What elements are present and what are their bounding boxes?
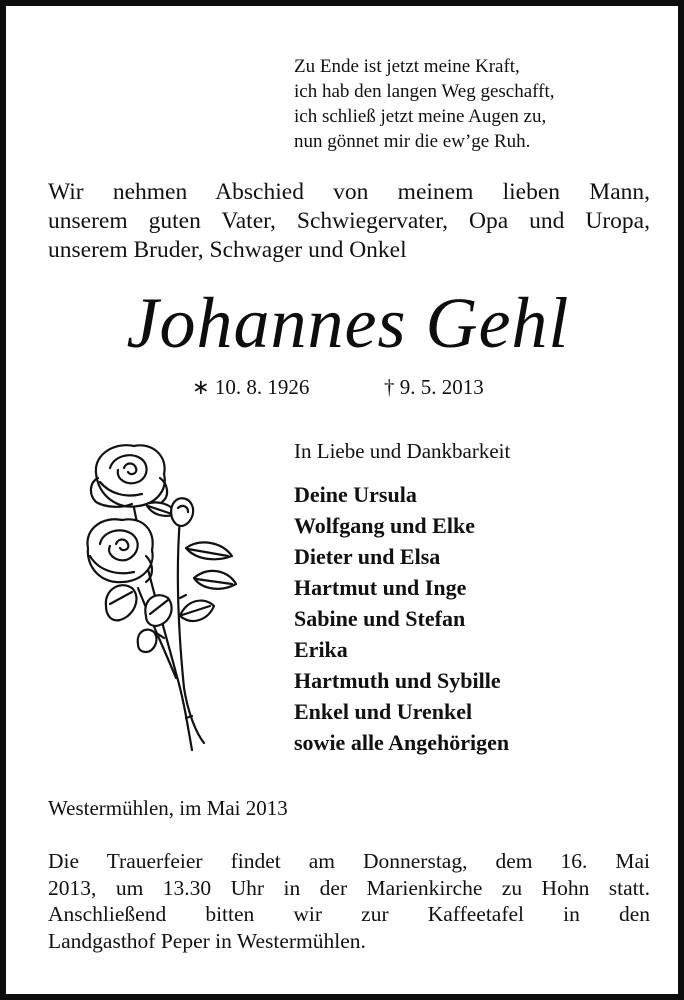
death-date: † 9. 5. 2013 xyxy=(384,375,484,399)
list-item: Erika xyxy=(294,637,348,662)
place-date: Westermühlen, im Mai 2013 xyxy=(48,796,288,820)
list-item: Hartmuth und Sybille xyxy=(294,668,501,693)
farewell-intro xyxy=(48,178,650,265)
list-item: Sabine und Stefan xyxy=(294,606,466,631)
poem-line: ich hab den langen Weg geschafft, xyxy=(294,81,555,102)
funeral-line: Die Trauerfeier findet am Donnerstag, dem 16. Mai xyxy=(48,849,650,873)
list-item: Hartmut und Inge xyxy=(294,575,467,600)
poem-line: Zu Ende ist jetzt meine Kraft, xyxy=(294,56,520,77)
mourners-list xyxy=(294,479,509,758)
funeral-line: Anschließend bitten wir zur Kaffeetafel in den xyxy=(48,902,650,926)
rose-icon xyxy=(76,438,246,758)
list-item: Wolfgang und Elke xyxy=(294,513,475,538)
list-item: Deine Ursula xyxy=(294,482,417,507)
list-item: sowie alle Angehörigen xyxy=(294,730,510,755)
funeral-line: 2013, um 13.30 Uhr in der Marienkirche zu Hohn statt. xyxy=(48,875,650,900)
funeral-info xyxy=(48,848,650,954)
list-item: Dieter und Elsa xyxy=(294,544,441,569)
birth-date: ∗ 10. 8. 1926 xyxy=(192,375,310,399)
thanks-line: In Liebe und Dankbarkeit xyxy=(294,439,511,463)
poem-line: nun gönnet mir die ew’ge Ruh. xyxy=(294,131,531,152)
intro-line: unserem guten Vater, Schwiegervater, Opa und Uropa, xyxy=(48,208,650,234)
deceased-name: Johannes Gehl xyxy=(126,283,570,363)
funeral-line: Landgasthof Peper in Westermühlen. xyxy=(48,928,366,953)
poem-line: ich schließ jetzt meine Augen zu, xyxy=(294,106,547,127)
intro-line: unserem Bruder, Schwager und Onkel xyxy=(48,237,407,263)
list-item: Enkel und Urenkel xyxy=(294,699,473,724)
poem-verse xyxy=(294,54,654,154)
intro-line: Wir nehmen Abschied von meinem lieben Mann, xyxy=(48,179,650,205)
